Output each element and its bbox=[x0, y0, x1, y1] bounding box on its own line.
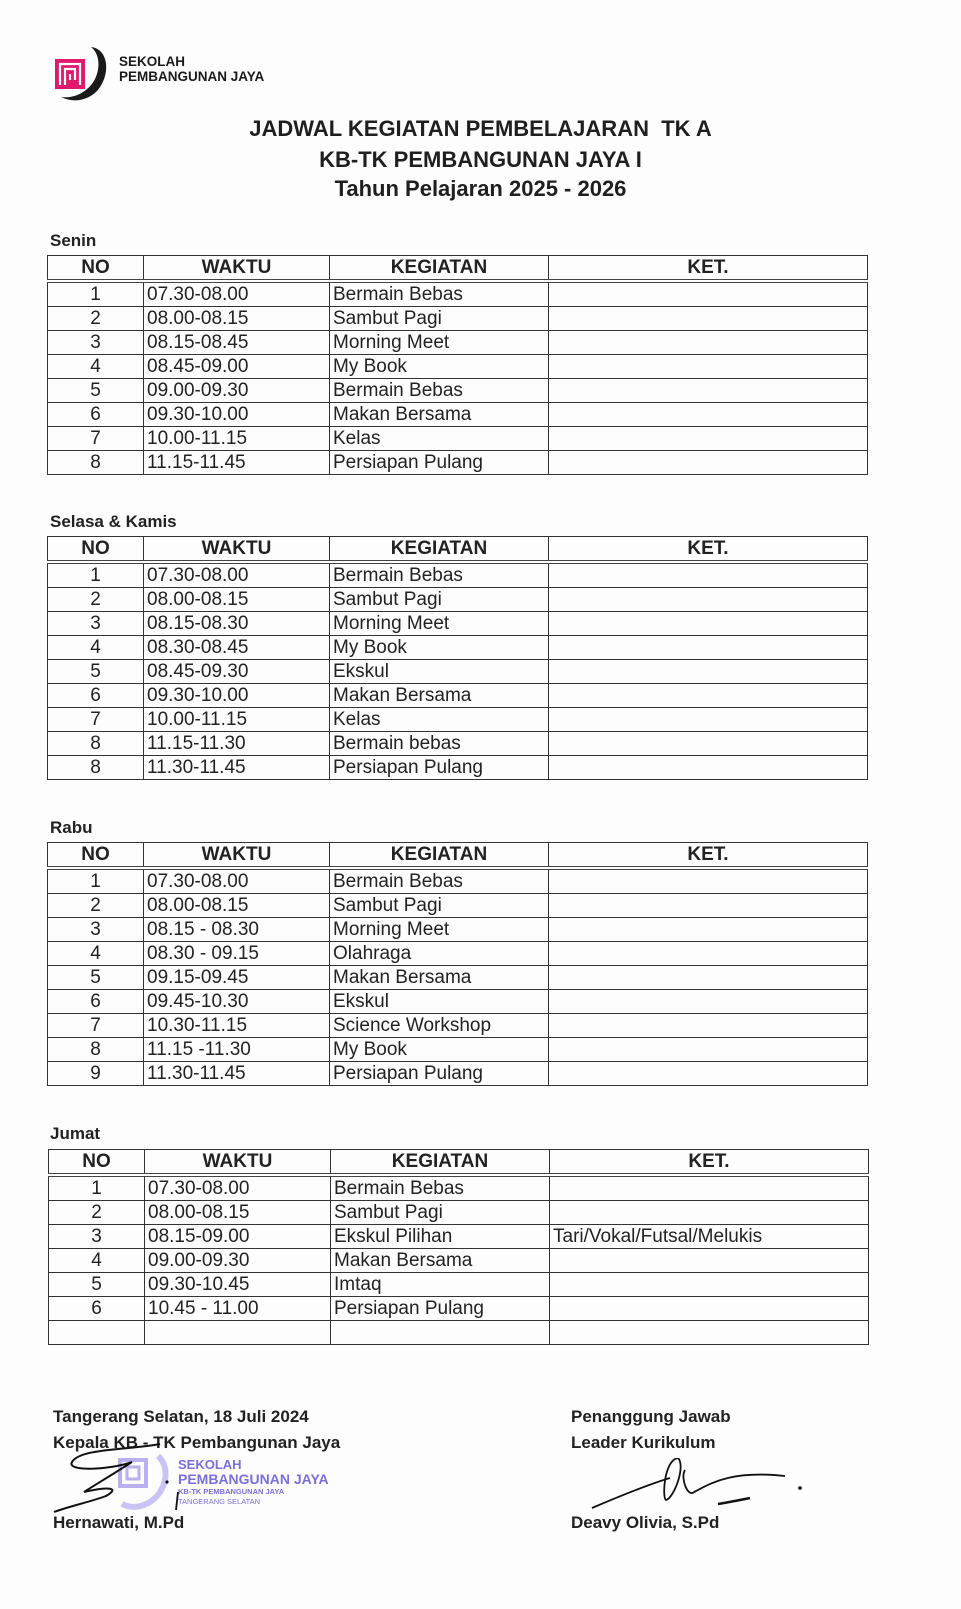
table-row bbox=[48, 966, 868, 990]
schedule-table bbox=[47, 536, 868, 780]
cell-no: 3 bbox=[48, 612, 144, 636]
cell-no: 3 bbox=[48, 331, 144, 355]
schedule-table bbox=[47, 842, 868, 1086]
cell-waktu bbox=[145, 1321, 331, 1345]
signature-hernawati bbox=[50, 1440, 210, 1515]
stamp-line-4: TANGERANG SELATAN bbox=[178, 1497, 261, 1506]
cell-kegiatan: Kelas bbox=[330, 427, 549, 451]
cell-waktu: 11.15-11.45 bbox=[144, 451, 330, 475]
cell-no: 8 bbox=[48, 756, 144, 780]
cell-waktu: 09.30-10.45 bbox=[145, 1273, 331, 1297]
cell-waktu: 07.30-08.00 bbox=[144, 281, 330, 307]
document-title: JADWAL KEGIATAN PEMBELAJARAN TK A bbox=[249, 116, 712, 141]
cell-no: 3 bbox=[48, 918, 144, 942]
cell-kegiatan: Makan Bersama bbox=[331, 1249, 550, 1273]
column-header-waktu: WAKTU bbox=[144, 537, 330, 563]
cell-waktu: 08.45-09.30 bbox=[144, 660, 330, 684]
table-row bbox=[48, 379, 868, 403]
cell-kegiatan: Bermain Bebas bbox=[330, 281, 549, 307]
cell-kegiatan: My Book bbox=[330, 355, 549, 379]
cell-waktu: 07.30-08.00 bbox=[145, 1175, 331, 1201]
cell-kegiatan: Sambut Pagi bbox=[330, 894, 549, 918]
column-header-kegiatan: KEGIATAN bbox=[330, 537, 549, 563]
right-signer-title: Penanggung Jawab bbox=[571, 1407, 731, 1426]
cell-kegiatan: Bermain Bebas bbox=[330, 868, 549, 894]
cell-ket bbox=[550, 1297, 869, 1321]
cell-ket bbox=[549, 451, 868, 475]
cell-kegiatan: Bermain Bebas bbox=[330, 562, 549, 588]
cell-kegiatan: Ekskul Pilihan bbox=[331, 1225, 550, 1249]
cell-kegiatan bbox=[331, 1321, 550, 1345]
column-header-no: NO bbox=[49, 1150, 145, 1176]
cell-ket bbox=[550, 1273, 869, 1297]
cell-kegiatan: Makan Bersama bbox=[330, 403, 549, 427]
column-header-no: NO bbox=[48, 256, 144, 282]
cell-ket bbox=[549, 281, 868, 307]
footer-right bbox=[571, 1404, 731, 1456]
cell-no: 6 bbox=[49, 1297, 145, 1321]
table-row bbox=[49, 1225, 869, 1249]
cell-no: 5 bbox=[48, 660, 144, 684]
table-header-row bbox=[48, 537, 868, 563]
cell-kegiatan: Imtaq bbox=[331, 1273, 550, 1297]
cell-waktu: 08.00-08.15 bbox=[144, 307, 330, 331]
cell-ket bbox=[550, 1175, 869, 1201]
cell-ket bbox=[549, 732, 868, 756]
column-header-ket: KET. bbox=[549, 256, 868, 282]
cell-kegiatan: My Book bbox=[330, 636, 549, 660]
table-row bbox=[48, 660, 868, 684]
column-header-ket: KET. bbox=[550, 1150, 869, 1176]
table-row bbox=[48, 612, 868, 636]
table-row bbox=[48, 427, 868, 451]
document-subtitle: KB-TK PEMBANGUNAN JAYA I bbox=[319, 147, 642, 172]
cell-no: 4 bbox=[49, 1249, 145, 1273]
right-signer-role: Leader Kurikulum bbox=[571, 1433, 716, 1452]
cell-waktu: 09.30-10.00 bbox=[144, 684, 330, 708]
schedule-table bbox=[47, 255, 868, 475]
cell-no: 7 bbox=[48, 427, 144, 451]
cell-no: 5 bbox=[48, 379, 144, 403]
day-label: Rabu bbox=[50, 818, 93, 837]
cell-waktu: 08.00-08.15 bbox=[145, 1201, 331, 1225]
table-row bbox=[48, 1014, 868, 1038]
cell-no: 2 bbox=[48, 588, 144, 612]
table-row bbox=[48, 1062, 868, 1086]
table-row bbox=[48, 403, 868, 427]
cell-ket bbox=[549, 1062, 868, 1086]
cell-kegiatan: My Book bbox=[330, 1038, 549, 1062]
cell-no: 4 bbox=[48, 636, 144, 660]
table-row bbox=[49, 1201, 869, 1225]
table-row bbox=[48, 355, 868, 379]
cell-kegiatan: Makan Bersama bbox=[330, 684, 549, 708]
cell-kegiatan: Morning Meet bbox=[330, 612, 549, 636]
cell-ket bbox=[549, 1014, 868, 1038]
schedule-table bbox=[48, 1149, 869, 1345]
signature-deavy bbox=[590, 1458, 810, 1510]
cell-no: 7 bbox=[48, 1014, 144, 1038]
day-label: Selasa & Kamis bbox=[50, 512, 177, 531]
cell-ket: Tari/Vokal/Futsal/Melukis bbox=[550, 1225, 869, 1249]
cell-ket bbox=[549, 307, 868, 331]
cell-kegiatan: Olahraga bbox=[330, 942, 549, 966]
logo-mark-icon bbox=[53, 45, 117, 105]
cell-waktu: 09.00-09.30 bbox=[145, 1249, 331, 1273]
table-row bbox=[48, 451, 868, 475]
stamp-line-2: PEMBANGUNAN JAYA bbox=[178, 1471, 329, 1487]
cell-waktu: 07.30-08.00 bbox=[144, 562, 330, 588]
column-header-kegiatan: KEGIATAN bbox=[330, 843, 549, 869]
table-row bbox=[49, 1175, 869, 1201]
cell-kegiatan: Ekskul bbox=[330, 660, 549, 684]
table-row bbox=[49, 1273, 869, 1297]
cell-ket bbox=[549, 355, 868, 379]
cell-waktu: 08.30 - 09.15 bbox=[144, 942, 330, 966]
table-row bbox=[48, 942, 868, 966]
cell-ket bbox=[549, 708, 868, 732]
cell-waktu: 11.15 -11.30 bbox=[144, 1038, 330, 1062]
cell-ket bbox=[549, 756, 868, 780]
cell-waktu: 09.30-10.00 bbox=[144, 403, 330, 427]
cell-kegiatan: Persiapan Pulang bbox=[330, 451, 549, 475]
table-row bbox=[48, 708, 868, 732]
cell-ket bbox=[549, 990, 868, 1014]
cell-no: 7 bbox=[48, 708, 144, 732]
cell-ket bbox=[549, 966, 868, 990]
place-date: Tangerang Selatan, 18 Juli 2024 bbox=[53, 1407, 309, 1426]
cell-no: 5 bbox=[49, 1273, 145, 1297]
left-signer-role: Kepala KB - TK Pembangunan Jaya bbox=[53, 1433, 341, 1452]
cell-no: 2 bbox=[49, 1201, 145, 1225]
cell-waktu: 08.15 - 08.30 bbox=[144, 918, 330, 942]
cell-ket bbox=[549, 612, 868, 636]
table-row bbox=[48, 636, 868, 660]
cell-no: 4 bbox=[48, 942, 144, 966]
cell-ket bbox=[549, 636, 868, 660]
cell-ket bbox=[549, 684, 868, 708]
cell-kegiatan: Bermain bebas bbox=[330, 732, 549, 756]
cell-waktu: 08.30-08.45 bbox=[144, 636, 330, 660]
cell-no: 2 bbox=[48, 894, 144, 918]
cell-waktu: 09.45-10.30 bbox=[144, 990, 330, 1014]
cell-no bbox=[49, 1321, 145, 1345]
cell-ket bbox=[550, 1201, 869, 1225]
cell-waktu: 10.00-11.15 bbox=[144, 708, 330, 732]
cell-no: 8 bbox=[48, 451, 144, 475]
table-row bbox=[48, 307, 868, 331]
table-header-row bbox=[48, 256, 868, 282]
cell-kegiatan: Morning Meet bbox=[330, 918, 549, 942]
table-row bbox=[48, 331, 868, 355]
cell-kegiatan: Sambut Pagi bbox=[330, 307, 549, 331]
cell-waktu: 11.30-11.45 bbox=[144, 1062, 330, 1086]
cell-kegiatan: Sambut Pagi bbox=[331, 1201, 550, 1225]
column-header-ket: KET. bbox=[549, 843, 868, 869]
cell-no: 8 bbox=[48, 1038, 144, 1062]
table-row bbox=[48, 756, 868, 780]
cell-waktu: 10.00-11.15 bbox=[144, 427, 330, 451]
cell-no: 5 bbox=[48, 966, 144, 990]
table-row bbox=[49, 1297, 869, 1321]
table-row bbox=[49, 1321, 869, 1345]
cell-ket bbox=[549, 331, 868, 355]
cell-no: 6 bbox=[48, 990, 144, 1014]
cell-waktu: 11.15-11.30 bbox=[144, 732, 330, 756]
cell-waktu: 08.15-09.00 bbox=[145, 1225, 331, 1249]
cell-waktu: 08.00-08.15 bbox=[144, 894, 330, 918]
cell-no: 1 bbox=[49, 1175, 145, 1201]
table-row bbox=[48, 732, 868, 756]
cell-kegiatan: Persiapan Pulang bbox=[330, 1062, 549, 1086]
cell-kegiatan: Kelas bbox=[330, 708, 549, 732]
column-header-kegiatan: KEGIATAN bbox=[331, 1150, 550, 1176]
logo-text bbox=[119, 54, 264, 84]
cell-kegiatan: Makan Bersama bbox=[330, 966, 549, 990]
cell-no: 2 bbox=[48, 307, 144, 331]
day-label: Senin bbox=[50, 231, 97, 250]
table-header-row bbox=[49, 1150, 869, 1176]
cell-ket bbox=[549, 379, 868, 403]
cell-waktu: 08.15-08.30 bbox=[144, 612, 330, 636]
table-row bbox=[48, 684, 868, 708]
cell-waktu: 10.45 - 11.00 bbox=[145, 1297, 331, 1321]
stamp-line-1: SEKOLAH bbox=[178, 1457, 242, 1472]
column-header-no: NO bbox=[48, 537, 144, 563]
cell-waktu: 08.00-08.15 bbox=[144, 588, 330, 612]
cell-waktu: 07.30-08.00 bbox=[144, 868, 330, 894]
column-header-ket: KET. bbox=[549, 537, 868, 563]
table-row bbox=[48, 868, 868, 894]
cell-no: 3 bbox=[49, 1225, 145, 1249]
table-row bbox=[48, 562, 868, 588]
cell-no: 1 bbox=[48, 868, 144, 894]
cell-no: 9 bbox=[48, 1062, 144, 1086]
column-header-waktu: WAKTU bbox=[144, 256, 330, 282]
cell-kegiatan: Bermain Bebas bbox=[331, 1175, 550, 1201]
cell-ket bbox=[549, 660, 868, 684]
cell-no: 6 bbox=[48, 403, 144, 427]
cell-no: 4 bbox=[48, 355, 144, 379]
cell-waktu: 08.45-09.00 bbox=[144, 355, 330, 379]
cell-ket bbox=[550, 1249, 869, 1273]
cell-ket bbox=[550, 1321, 869, 1345]
table-row bbox=[48, 588, 868, 612]
table-row bbox=[48, 281, 868, 307]
column-header-kegiatan: KEGIATAN bbox=[330, 256, 549, 282]
cell-ket bbox=[549, 918, 868, 942]
cell-waktu: 10.30-11.15 bbox=[144, 1014, 330, 1038]
column-header-waktu: WAKTU bbox=[145, 1150, 331, 1176]
school-logo bbox=[53, 45, 293, 105]
cell-no: 6 bbox=[48, 684, 144, 708]
column-header-no: NO bbox=[48, 843, 144, 869]
logo-line-2: PEMBANGUNAN JAYA bbox=[119, 69, 265, 84]
cell-waktu: 09.00-09.30 bbox=[144, 379, 330, 403]
cell-waktu: 11.30-11.45 bbox=[144, 756, 330, 780]
table-row bbox=[48, 894, 868, 918]
cell-ket bbox=[549, 588, 868, 612]
cell-kegiatan: Science Workshop bbox=[330, 1014, 549, 1038]
cell-kegiatan: Persiapan Pulang bbox=[331, 1297, 550, 1321]
cell-no: 1 bbox=[48, 562, 144, 588]
table-header-row bbox=[48, 843, 868, 869]
table-row bbox=[48, 990, 868, 1014]
table-row bbox=[48, 918, 868, 942]
cell-ket bbox=[549, 1038, 868, 1062]
cell-kegiatan: Sambut Pagi bbox=[330, 588, 549, 612]
table-row bbox=[48, 1038, 868, 1062]
cell-kegiatan: Persiapan Pulang bbox=[330, 756, 549, 780]
cell-ket bbox=[549, 868, 868, 894]
right-signer-name: Deavy Olivia, S.Pd bbox=[571, 1513, 720, 1532]
cell-no: 8 bbox=[48, 732, 144, 756]
column-header-waktu: WAKTU bbox=[144, 843, 330, 869]
logo-line-1: SEKOLAH bbox=[119, 54, 186, 69]
cell-no: 1 bbox=[48, 281, 144, 307]
cell-ket bbox=[549, 562, 868, 588]
cell-ket bbox=[549, 942, 868, 966]
cell-kegiatan: Morning Meet bbox=[330, 331, 549, 355]
day-label: Jumat bbox=[50, 1124, 101, 1143]
table-row bbox=[49, 1249, 869, 1273]
left-signer-name: Hernawati, M.Pd bbox=[53, 1513, 185, 1532]
cell-ket bbox=[549, 403, 868, 427]
cell-waktu: 08.15-08.45 bbox=[144, 331, 330, 355]
cell-waktu: 09.15-09.45 bbox=[144, 966, 330, 990]
cell-ket bbox=[549, 427, 868, 451]
cell-kegiatan: Ekskul bbox=[330, 990, 549, 1014]
cell-kegiatan: Bermain Bebas bbox=[330, 379, 549, 403]
cell-ket bbox=[549, 894, 868, 918]
stamp-line-3: KB-TK PEMBANGUNAN JAYA bbox=[178, 1487, 285, 1496]
academic-year: Tahun Pelajaran 2025 - 2026 bbox=[334, 176, 627, 201]
